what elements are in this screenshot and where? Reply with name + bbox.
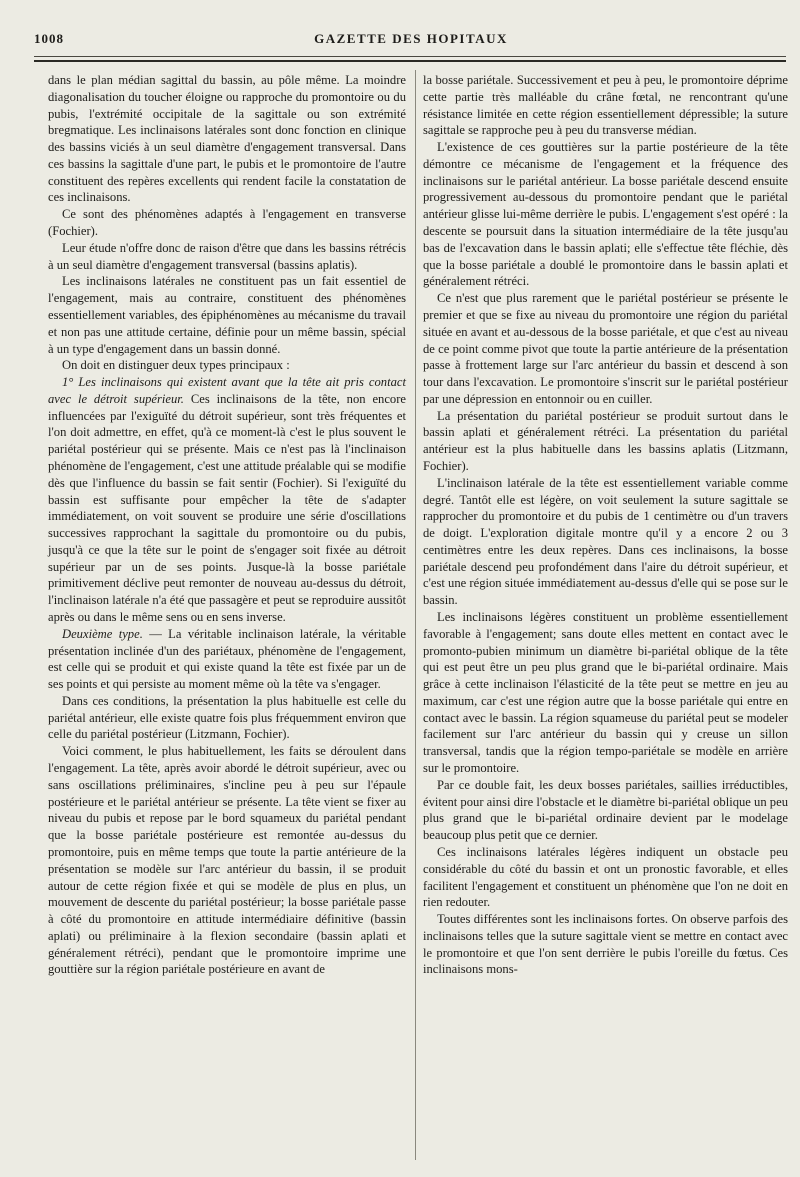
page-number: 1008 [34,31,64,46]
paragraph: On doit en distinguer deux types principaux : [62,358,290,373]
left-column [48,72,406,978]
paragraph: la bosse pariétale. Successivement et peu à peu, le promontoire déprime cette partie très malléable du crâne fœtal, ne rencontrant qu'une résistance limitée en cette région essentiellement dépressible; la suture sagittale se rapproche peu à peu du transverse médian. [423,73,788,138]
paragraph: Ce sont des phénomènes adaptés à l'engagement en transverse (Fochier). [48,207,406,239]
header-rule-thin [34,56,786,57]
type-two-heading: Deuxième type. [62,626,143,641]
paragraph: L'existence de ces gouttières sur la partie postérieure de la tête démontre ce mécanisme de l'engagement et la fréquence des inclinaisons sur le pariétal antérieur. La bosse pariétale descend ensuite progressivement au-dessous du promontoire pendant que le pariétal antérieur glisse lui-même derrière le pubis. L'engagement s'est opéré : la descente se poursuit dans la situation intermédiaire de la tête jusqu'au bas de l'excavation dans le bassin aplati; elle s'effectue tête fléchie, dès que la bosse pariétale a doublé le promontoire dans le bassin aplati et généralement rétréci. [423,140,788,289]
paragraph: dans le plan médian sagittal du bassin, au pôle même. La moindre diagonalisation du toucher éloigne ou rapproche du promontoire ou du pubis, l'extrémité occipitale de la sagittale ou son extrémité bregmatique. Les inclinaisons latérales sont donc fonction en clinique des bassins viciés à un seul diamètre d'engagement transversal. Dans ces bassins la sagittale d'une part, le pubis et le promontoire de l'autre constituent des repères excellents qui rendent facile la constatation de ces inclinaisons. [48,73,406,205]
paragraph-text: — La véritable inclinaison latérale, la véritable présentation inclinée d'un des pariétaux, phénomène de l'engagement, est celle qui se produit et qui existe quand la tête est fixée par un de ses points et qui persiste au moment même où la tête va s'engager. [48,626,406,692]
paragraph: Ces inclinaisons latérales légères indiquent un obstacle peu considérable du côté du bassin et ont un pronostic favorable, et elles facilitent l'engagement et constituent un phénomène que l'on ne doit en rien redouter. [423,844,788,910]
paragraph [48,626,406,693]
paragraph: Les inclinaisons légères constituent un problème essentiellement favorable à l'engagement; sans doute elles mettent en contact avec le promonto-pubien minimum un diamètre bi-pariétal oblique de la tête qui est peut être un peu plus grand que le bi-pariétal ordinaire. Mais grâce à cette inclinaison l'élasticité de la tête peut se mettre en jeu au maximum, car c'est une région autre que la bosse pariétale qui entre en contact avec le bassin. La région squameuse du pariétal peut se modeler facilement sur l'arc antérieur du bassin qui y creuse un sillon transversal, tandis que la région tempo-pariétale se modèle en arrière sur le promontoire. [423,610,788,776]
paragraph: Dans ces conditions, la présentation la plus habituelle est celle du pariétal antérieur, elle existe quatre fois plus fréquemment environ que celle du pariétal postérieur (Litzmann, Fochier). [48,693,406,742]
type-one-heading: 1° Les inclinaisons qui existent avant que la tête ait pris contact avec le détroit supérieur. [48,375,406,406]
running-head [34,28,788,50]
paragraph: Les inclinaisons latérales ne constituent pas un fait essentiel de l'engagement, mais au contraire, constituent des phénomènes essentiellement variables, des épiphénomènes au mécanisme du travail et non pas une attitude certaine, définie pour un même bassin, spécial à un type d'engagement dans un bassin donné. [48,274,406,356]
paragraph: La présentation du pariétal postérieur se produit surtout dans le bassin aplati et généralement rétréci. La présentation du pariétal antérieur est la plus habituelle dans les bassins aplatis (Litzmann, Fochier). [423,408,788,473]
paragraph: Ce n'est que plus rarement que le pariétal postérieur se présente le premier et que se fixe au niveau du promontoire une région du pariétal située en avant et au-dessous de la bosse pariétale, et que c'est au niveau de ce point comme pivot que toute la partie antérieure de la présentation passe à frottement large sur l'arc antérieur du bassin et descend à son tour dans l'excavation. Le promontoire s'inscrit sur le pariétal postérieur par une dépression en entonnoir ou en cuiller. [423,291,788,406]
paragraph: Par ce double fait, les deux bosses pariétales, saillies irréductibles, évitent pour ainsi dire l'obstacle et le diamètre bi-pariétal oblique un peu plus grand que le bi-pariétal ordinaire devient par le modelage beaucoup plus petit que ce dernier. [423,777,788,843]
paragraph: Toutes différentes sont les inclinaisons fortes. On observe parfois des inclinaisons telles que la suture sagittale vient se mettre en contact avec le promontoire et que l'on sent derrière le pubis l'oreille du fœtus. Ces inclinaisons mons- [423,912,788,977]
column-divider [415,70,416,1160]
paragraph [48,374,406,626]
paragraph: Voici comment, le plus habituellement, les faits se déroulent dans l'engagement. La tête, après avoir abordé le détroit supérieur, avec ou sans oscillations préliminaires, s'incline peu à peu sur l'épaule postérieure et le pariétal antérieur se présente. La tête vient se fixer au niveau du pubis et repose par le bord squameux du pariétal pendant que la bosse pariétale postérieure est remontée au-dessus du promontoire, puis en même temps que toute la partie antérieure de la présentation se modèle sur l'arc antérieur du bassin, il se produit autour de cette région fixée et qui se modèle de plus en plus, un mouvement de descente du pariétal postérieur; la bosse pariétale passe à côté du promontoire en attitude intermédiaire définitive (bassin aplati) ou préliminaire à la flexion secondaire (bassin aplati et généralement rétréci), pendant que le promontoire imprime une gouttière sur la région pariétale postérieure en avant de [48,744,406,977]
journal-title: GAZETTE DES HOPITAUX [314,31,508,46]
right-column [423,72,788,978]
paragraph: Leur étude n'offre donc de raison d'être que dans les bassins rétrécis à un seul diamètre d'engagement transversal (bassins aplatis). [48,240,406,272]
paragraph-text: Ces inclinaisons de la tête, non encore influencées par l'exiguïté du détroit supérieur, sont très fréquentes et l'on doit admettre, en effet, qu'à ce moment-là c'est le plus souvent le pariétal postérieur qui se présente. Mais ce n'est pas là l'inclinaison phénomène de l'engagement, c'est une attitude préalable qui se modifie dès que l'influence du bassin se fait sentir (Fochier). Si l'exiguïté du bassin est suffisante pour empêcher la tête de s'adapter immédiatement, on voit souvent se produire une série d'oscillations successives rapprochant la sagittale du promontoire ou du pubis, jusqu'à ce que la tête sur le point de s'engager soit fixée au détroit supérieur par un de ses points. Jusque-là la bosse pariétale primitivement déclive peut remonter de nouveau au-dessus du détroit, l'inclinaison latérale n'a été que passagère et peut se reproduire aussitôt après ou dans le même sens ou en sens inverse. [48,391,406,624]
paragraph: L'inclinaison latérale de la tête est essentiellement variable comme degré. Tantôt elle est légère, on voit seulement la suture sagittale se rapprocher du promontoire et du pubis de 1 centimètre ou d'un travers de doigt. L'exploration digitale montre qu'il y a encore 2 ou 3 centimètres entre les deux repères. Dans ces inclinaisons, la bosse pariétale descend peu profondément dans l'aire du détroit supérieur, et c'est une région située immédiatement au-dessus d'elle qui se pose sur le bassin. [423,475,788,608]
header-rule-thick [34,60,786,62]
